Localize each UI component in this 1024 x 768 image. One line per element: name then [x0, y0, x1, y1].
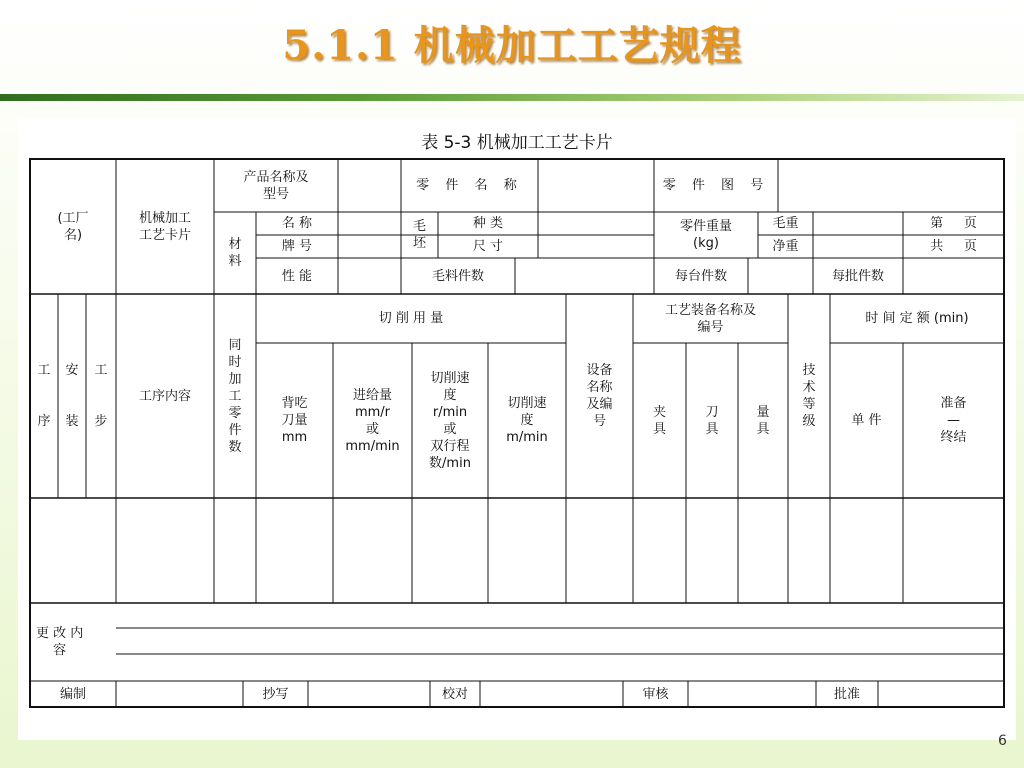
cutter-header: 刀 具: [705, 404, 719, 437]
material-name-label: 名 称: [281, 216, 313, 231]
process-card-panel: [18, 118, 1016, 740]
process-content-header: 工序内容: [138, 388, 191, 404]
spindle-speed-header: 切削速 度 r/min 或 双行程 数/min: [429, 370, 471, 471]
cutting-velocity-header: 切削速 度 m/min: [506, 396, 548, 445]
equipment-header: 设备 名称 及编 号: [586, 363, 613, 429]
gauge-header: 量 具: [756, 404, 770, 437]
time-quota-header: 时 间 定 额 (min): [865, 311, 969, 326]
table-caption: 表 5-3 机械加工工艺卡片: [421, 133, 613, 153]
cut-depth-header: 背吃 刀量 mm: [281, 396, 308, 445]
setup-column-header: 安 装: [65, 363, 79, 429]
checked-by-label: 校对: [441, 686, 468, 702]
per-batch-count-label: 每批件数: [831, 268, 884, 284]
part-name-label: 零 件 名 称: [416, 178, 523, 193]
net-weight-label: 净重: [772, 239, 799, 254]
product-name-label: 产品名称及 型号: [243, 169, 309, 202]
page-total-label: 共 页: [930, 239, 977, 254]
prep-time-header: 准备 — 终结: [940, 396, 967, 445]
change-content-label: 更 改 内 容: [36, 626, 84, 658]
process-column-header: 工 序: [37, 363, 51, 429]
per-unit-count-label: 每台件数: [674, 268, 727, 284]
card-name-cell: 机械加工 工艺卡片: [138, 210, 191, 243]
tooling-header: 工艺装备名称及 编号: [664, 302, 756, 335]
cutting-parameters-header: 切 削 用 量: [378, 311, 444, 326]
material-label: 材 料: [228, 237, 242, 269]
fixture-header: 夹 具: [652, 404, 666, 437]
material-property-label: 性 能: [281, 268, 313, 284]
step-column-header: 工 步: [94, 363, 108, 429]
factory-name-cell: (工厂 名): [57, 210, 89, 243]
part-weight-label: 零件重量 (kg): [679, 219, 732, 251]
blank-count-label: 毛料件数: [431, 268, 484, 284]
approved-by-label: 批准: [833, 686, 860, 702]
feed-rate-header: 进给量 mm/r 或 mm/min: [345, 387, 400, 454]
title-divider: [0, 94, 1024, 101]
compiled-by-label: 编制: [59, 686, 86, 702]
gross-weight-label: 毛重: [772, 216, 799, 231]
blank-label: 毛 坯: [412, 219, 426, 251]
blank-type-label: 种 类: [472, 216, 504, 231]
slide-title: 5.1.1 机械加工工艺规程: [282, 22, 742, 69]
simultaneous-parts-header: 同 时 加 工 零 件 数: [228, 337, 242, 455]
material-grade-label: 牌 号: [281, 239, 313, 254]
slide-page-number: 6: [998, 733, 1007, 749]
reviewed-by-label: 审核: [642, 686, 669, 702]
blank-size-label: 尺 寸: [472, 239, 504, 254]
copied-by-label: 抄写: [262, 686, 289, 702]
part-drawing-label: 零 件 图 号: [662, 178, 770, 193]
tech-grade-header: 技 术 等 级: [802, 363, 816, 429]
page-number-label: 第 页: [930, 216, 977, 231]
unit-time-header: 单 件: [851, 413, 882, 428]
